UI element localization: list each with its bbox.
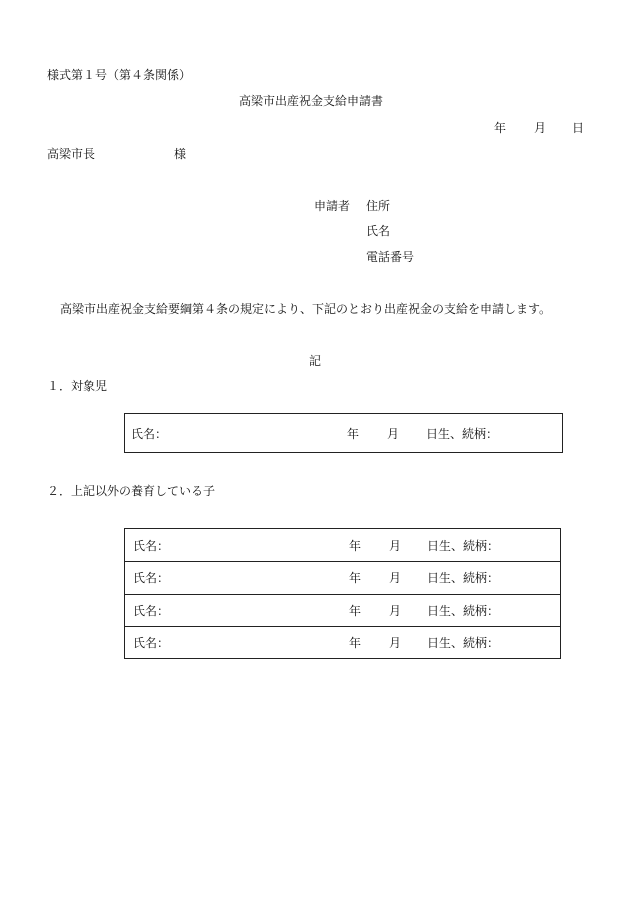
date-year-label: 年 — [494, 121, 507, 135]
date-month-label: 月 — [534, 121, 547, 135]
form-title: 高梁市出産祝金支給申請書 — [239, 94, 384, 108]
target-child-box — [124, 413, 563, 453]
child-year-label: 年 — [349, 571, 362, 585]
table-row — [125, 594, 560, 627]
other-children-table — [124, 528, 561, 659]
child-birth-relation-label: 日生、続柄： — [427, 539, 500, 553]
child-year-label: 年 — [349, 604, 362, 618]
child-birth-relation-label: 日生、続柄： — [427, 636, 500, 650]
child-name-label: 氏名： — [133, 604, 170, 618]
date-day-label: 日 — [572, 121, 585, 135]
table-row — [125, 529, 560, 562]
target-child-name-label: 氏名： — [131, 427, 168, 441]
application-statement: 高梁市出産祝金支給要綱第４条の規定により、下記のとおり出産祝金の支給を申請します。 — [60, 302, 552, 316]
target-child-month-label: 月 — [387, 427, 400, 441]
addressee-honorific: 様 — [174, 147, 187, 161]
applicant-name-label: 氏名 — [366, 224, 391, 238]
table-row — [125, 561, 560, 594]
child-month-label: 月 — [389, 539, 402, 553]
child-name-label: 氏名： — [133, 539, 170, 553]
child-name-label: 氏名： — [133, 571, 170, 585]
child-month-label: 月 — [389, 604, 402, 618]
child-year-label: 年 — [349, 539, 362, 553]
child-name-label: 氏名： — [133, 636, 170, 650]
ki-heading: 記 — [309, 354, 322, 368]
applicant-address-label: 住所 — [366, 199, 391, 213]
target-child-year-label: 年 — [347, 427, 360, 441]
applicant-heading: 申請者 — [314, 199, 351, 213]
child-birth-relation-label: 日生、続柄： — [427, 571, 500, 585]
form-number: 様式第１号（第４条関係） — [47, 68, 192, 82]
applicant-phone-label: 電話番号 — [366, 250, 415, 264]
addressee-name: 高梁市長 — [47, 147, 96, 161]
child-birth-relation-label: 日生、続柄： — [427, 604, 500, 618]
child-month-label: 月 — [389, 636, 402, 650]
section1-heading: １．対象児 — [47, 379, 108, 393]
table-row — [125, 626, 560, 659]
target-child-birth-relation-label: 日生、続柄： — [426, 427, 499, 441]
child-year-label: 年 — [349, 636, 362, 650]
child-month-label: 月 — [389, 571, 402, 585]
section2-heading: ２．上記以外の養育している子 — [47, 484, 216, 498]
